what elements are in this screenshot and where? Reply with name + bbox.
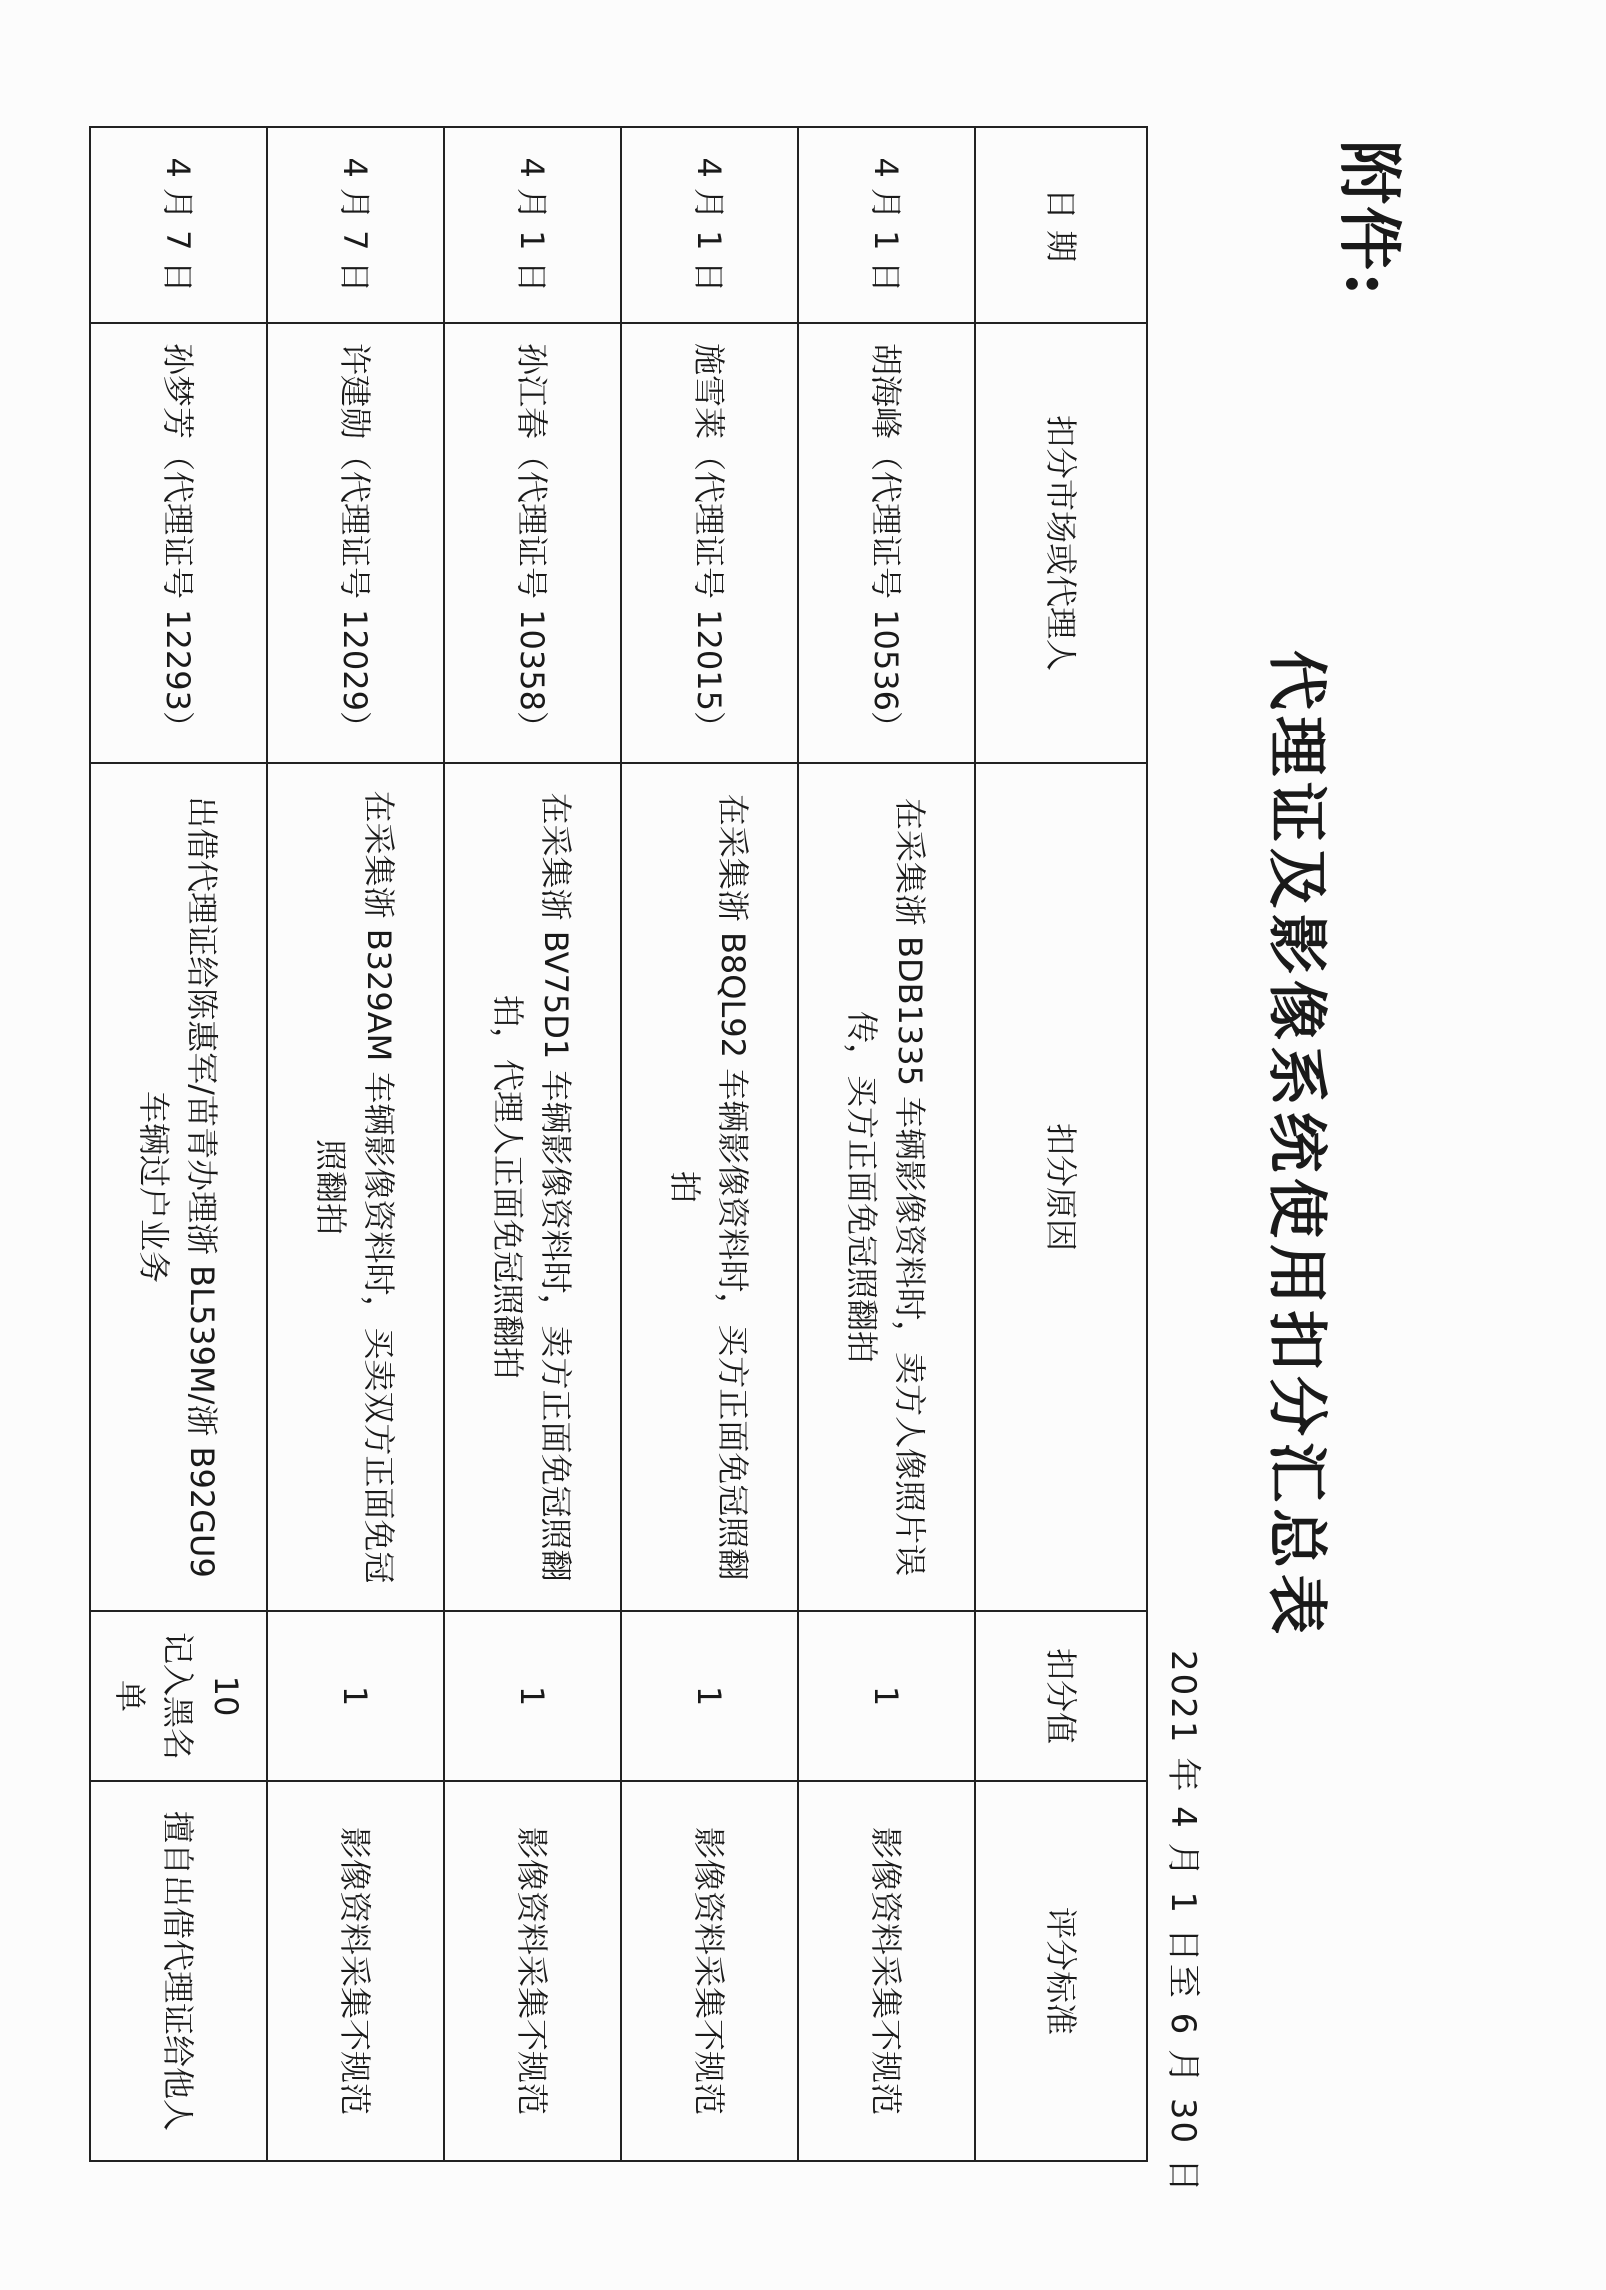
cell-score: 10 记入黑名单: [90, 1611, 267, 1781]
cell-reason: [798, 763, 975, 1611]
cell-agent: 孙梦芳（代理证号 12293）: [90, 323, 267, 763]
reason-text: 在采集浙 B329AM 车辆影像资料时，买卖双方正面免冠照翻拍: [312, 790, 399, 1584]
table-row: [621, 127, 798, 2161]
date-range: 2021 年 4 月 1 日至 6 月 30 日: [1163, 1650, 1203, 2194]
cell-date: 4 月 7 日: [90, 127, 267, 323]
page-title: 代理证及影像系统使用扣分汇总表: [1261, 650, 1331, 1640]
reason-text: 在采集浙 BDB1335 车辆影像资料时，卖方人像照片误传，买方正面免冠照翻拍: [843, 797, 930, 1577]
reason-text: 出借代理证给陈惠军/苗青办理浙 BL539M/浙 B92GU9 车辆过户业务: [135, 796, 222, 1578]
header-reason: 扣分原因: [975, 763, 1147, 1611]
deduction-summary-table: [89, 126, 1148, 2162]
cell-score: 1: [444, 1611, 621, 1781]
reason-text: 在采集浙 B8QL92 车辆影像资料时，买方正面免冠照翻拍: [666, 793, 753, 1581]
table-row: [267, 127, 444, 2161]
cell-date: 4 月 1 日: [444, 127, 621, 323]
table-row: [444, 127, 621, 2161]
cell-agent: 施雪莱（代理证号 12015）: [621, 323, 798, 763]
table-header-row: [975, 127, 1147, 2161]
cell-date: 4 月 1 日: [798, 127, 975, 323]
cell-reason: [90, 763, 267, 1611]
cell-agent: 孙江春（代理证号 10358）: [444, 323, 621, 763]
header-agent: 扣分市场或代理人: [975, 323, 1147, 763]
header-standard: 评分标准: [975, 1781, 1147, 2161]
reason-text: 在采集浙 BV75D1 车辆影像资料时，卖方正面免冠照翻拍，代理人正面免冠照翻拍: [489, 792, 576, 1582]
table-row: [90, 127, 267, 2161]
attachment-label: 附件:: [1331, 140, 1406, 298]
cell-standard: 擅自出借代理证给他人: [90, 1781, 267, 2161]
cell-standard: 影像资料采集不规范: [267, 1781, 444, 2161]
cell-date: 4 月 7 日: [267, 127, 444, 323]
cell-standard: 影像资料采集不规范: [621, 1781, 798, 2161]
cell-reason: [444, 763, 621, 1611]
cell-score: 1: [798, 1611, 975, 1781]
header-date: 日 期: [975, 127, 1147, 323]
cell-agent: 胡海峰（代理证号 10536）: [798, 323, 975, 763]
table-row: [798, 127, 975, 2161]
cell-reason: [621, 763, 798, 1611]
cell-date: 4 月 1 日: [621, 127, 798, 323]
cell-agent: 许建勋（代理证号 12029）: [267, 323, 444, 763]
cell-standard: 影像资料采集不规范: [798, 1781, 975, 2161]
cell-reason: [267, 763, 444, 1611]
header-score: 扣分值: [975, 1611, 1147, 1781]
cell-score: 1: [621, 1611, 798, 1781]
cell-score: 1: [267, 1611, 444, 1781]
cell-standard: 影像资料采集不规范: [444, 1781, 621, 2161]
